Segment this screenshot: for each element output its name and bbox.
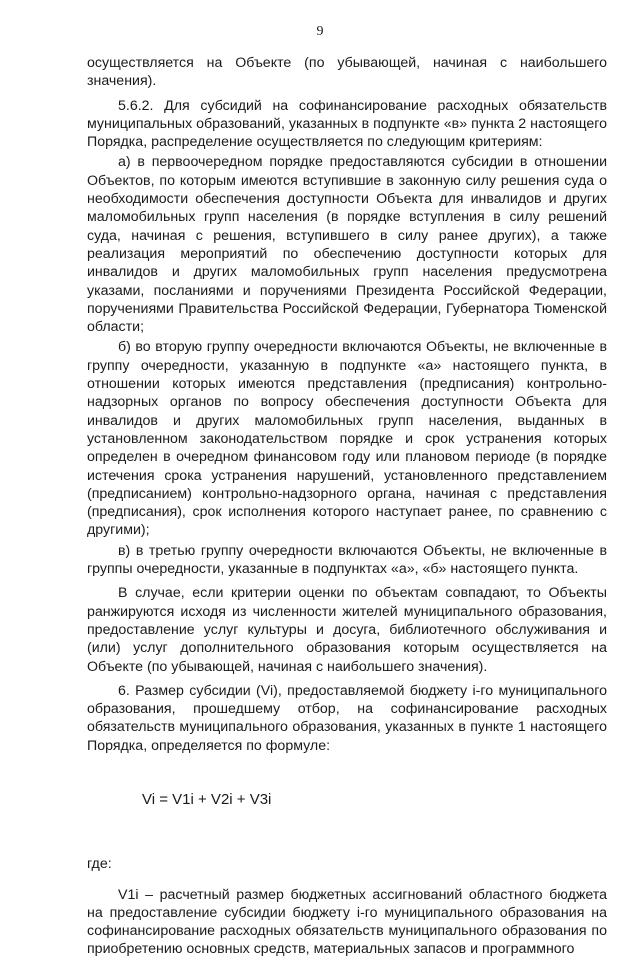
formula: Vi = V1i + V2i + V3i [142,790,272,808]
paragraph-6: 6. Размер субсидии (Vi), предоставляемой бюджету i-го муниципального образования, прошедшему отбор, на софинансирование расходных обязательств муниципального образования, указанных в пункте 1 настоящего Порядка, определяется по формуле: [87,682,607,754]
criterion-b: б) во вторую группу очередности включаются Объекты, не включенные в группу очередности, указанную в подпункте «а» настоящего пункта, в отношении которых имеются представления (предписания) контрольно-надзорных органов по вопросу обеспечения доступности Объекта для инвалидов и других маломобильных групп населения, выданных в установленном законодательством порядке и срок устранения которых определен в очередном финансовом году или плановом периоде (в порядке истечения срока устранения нарушений, установленного представлением (предписанием) контрольно-надзорного органа, начиная с представления (предписания), срок исполнения которого наступает ранее, по сравнению с другими); [87,339,607,539]
criterion-v: в) в третью группу очередности включаются Объекты, не включенные в группы очередности, указанные в подпунктах «а», «б» настоящего пункта. [87,542,607,578]
paragraph-5-6-2: 5.6.2. Для субсидий на софинансирование расходных обязательств муниципальных образований, указанных в подпункте «в» пункта 2 настоящего Порядка, распределение осуществляется по следующим критериям: [87,97,607,151]
paragraph-tie-rule: В случае, если критерии оценки по объектам совпадают, то Объекты ранжируются исходя из численности жителей муниципального образования, предоставление услуг культуры и досуга, библиотечного обслуживания и (или) услуг дополнительного образования которым осуществляется на Объекте (по убывающей, начиная с наибольшего значения). [87,585,607,675]
definition-v1i: V1i – расчетный размер бюджетных ассигнований областного бюджета на предоставление субсидии бюджету i-го муниципального образования на софинансирование расходных обязательств муниципального образования по приобретению основных средств, материальных запасов и программного [87,886,607,958]
criterion-a: а) в первоочередном порядке предоставляются субсидии в отношении Объектов, по которым имеются вступившие в законную силу решения суда о необходимости обеспечения доступности Объекта для инвалидов и других маломобильных групп населения (в порядке вступления в силу решений суда, начиная с решения, вступившего в силу ранее других), а также реализация мероприятий по обеспечению доступности которых для инвалидов и других маломобильных групп населения предусмотрена указами, посланиями и поручениями Президента Российской Федерации, поручениями Правительства Российской Федерации, Губернатора Тюменской области; [87,154,607,336]
paragraph-continuation: осуществляется на Объекте (по убывающей, начиная с наибольшего значения). [87,55,607,90]
document-body [87,54,607,961]
where-label: где: [87,856,112,873]
page-number: 9 [316,24,324,39]
